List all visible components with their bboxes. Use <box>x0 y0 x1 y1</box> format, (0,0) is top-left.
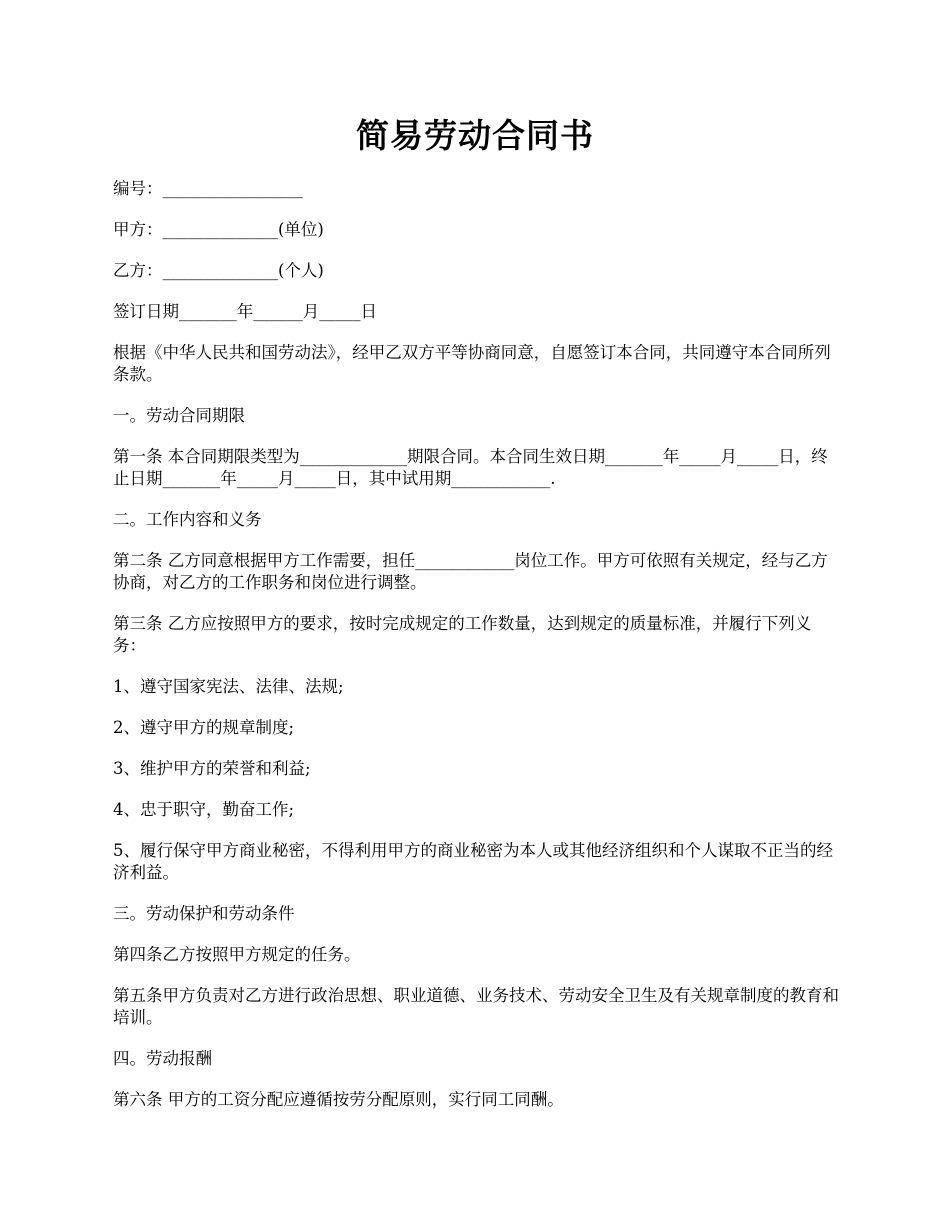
section-heading-4: 四。劳动报酬 <box>113 1049 212 1068</box>
section-heading-3: 三。劳动保护和劳动条件 <box>113 904 295 923</box>
section-heading-1: 一。劳动合同期限 <box>113 406 245 425</box>
contract-number-line: 编号：_________________ <box>113 179 303 198</box>
duty-item-2: 2、遵守甲方的规章制度; <box>113 718 295 737</box>
duty-item-4: 4、忠于职守，勤奋工作; <box>113 800 295 819</box>
party-b-line: 乙方：______________(个人) <box>113 261 324 280</box>
duty-item-5: 5、履行保守甲方商业秘密，不得利用甲方的商业秘密为本人或其他经济组织和个人谋取不正当的经济利益。 <box>113 841 833 882</box>
article-1: 第一条 本合同期限类型为_____________期限合同。本合同生效日期_______年_____月_____日，终止日期_______年_____月_____日，其中试用期____________. <box>113 447 828 488</box>
article-5: 第五条甲方负责对乙方进行政治思想、职业道德、业务技术、劳动安全卫生及有关规章制度的教育和培训。 <box>113 986 839 1027</box>
document-title: 简易劳动合同书 <box>356 116 594 155</box>
signing-date-line: 签订日期_______年______月_____日 <box>113 302 377 321</box>
section-heading-2: 二。工作内容和义务 <box>113 510 262 529</box>
article-4: 第四条乙方按照甲方规定的任务。 <box>113 945 361 964</box>
document-body <box>113 178 839 1130</box>
article-2: 第二条 乙方同意根据甲方工作需要，担任____________岗位工作。甲方可依照有关规定，经与乙方协商，对乙方的工作职务和岗位进行调整。 <box>113 551 828 592</box>
duty-item-3: 3、维护甲方的荣誉和利益; <box>113 759 311 778</box>
preamble-paragraph: 根据《中华人民共和国劳动法》，经甲乙双方平等协商同意，自愿签订本合同，共同遵守本合同所列条款。 <box>113 343 831 384</box>
duty-item-1: 1、遵守国家宪法、法律、法规; <box>113 677 344 696</box>
article-3: 第三条 乙方应按照甲方的要求，按时完成规定的工作数量，达到规定的质量标准，并履行下列义务： <box>113 614 812 655</box>
article-6: 第六条 甲方的工资分配应遵循按劳分配原则，实行同工同酬。 <box>113 1090 564 1109</box>
party-a-line: 甲方：______________(单位) <box>113 220 324 239</box>
